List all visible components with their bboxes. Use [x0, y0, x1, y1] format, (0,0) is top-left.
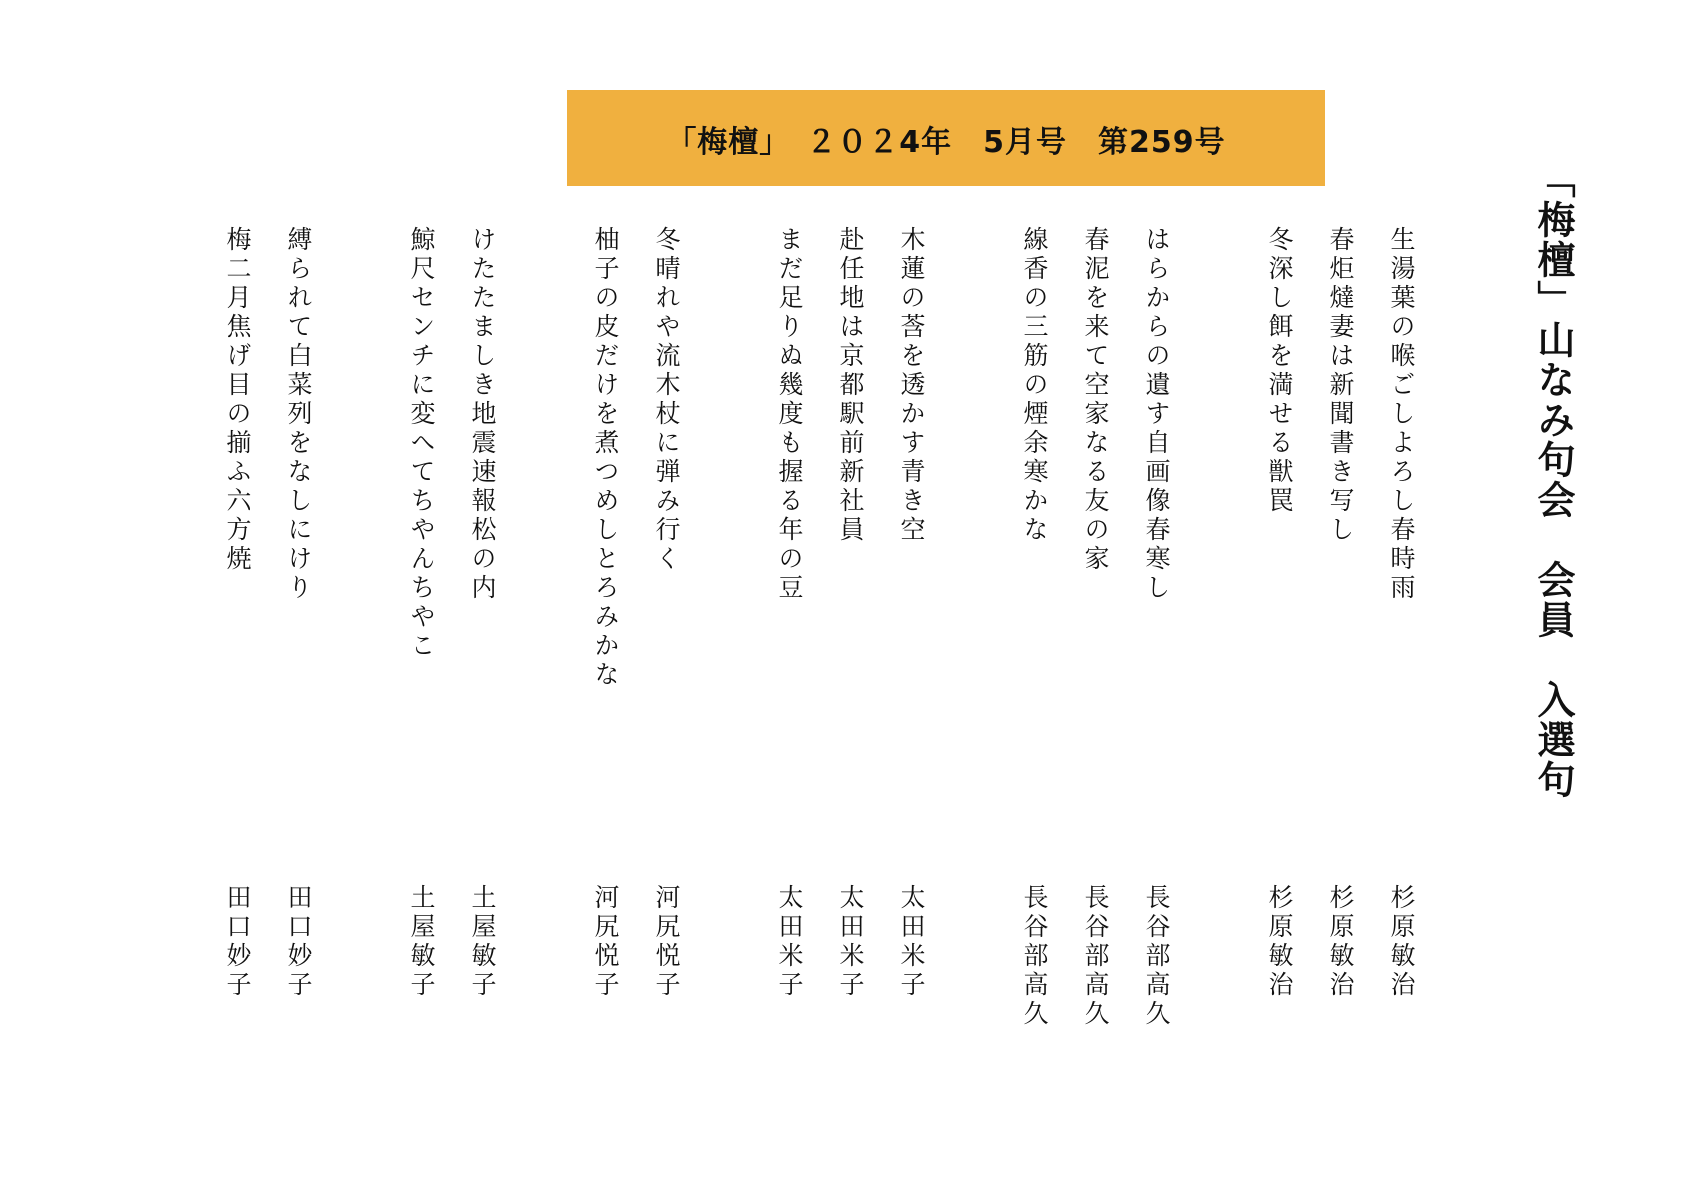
haiku-entry [459, 0, 505, 1190]
haiku-author: 長谷部高久 [1020, 884, 1049, 1029]
haiku-text: 縛られて白菜列をなしにけり [284, 226, 313, 603]
haiku-entry [1133, 0, 1179, 1190]
haiku-text: 春炬燵妻は新聞書き写し [1326, 226, 1355, 545]
haiku-entry [1317, 0, 1363, 1190]
haiku-entry [888, 0, 934, 1190]
haiku-author: 長谷部高久 [1081, 884, 1110, 1029]
haiku-text: まだ足りぬ幾度も握る年の豆 [775, 226, 804, 603]
haiku-text: 鯨尺センチに変へてちやんちやこ [407, 226, 436, 661]
haiku-entry [1011, 0, 1057, 1190]
haiku-author: 杉原敏治 [1265, 884, 1294, 1000]
haiku-author: 杉原敏治 [1326, 884, 1355, 1000]
haiku-entry [1378, 0, 1424, 1190]
haiku-text: はらからの遺す自画像春寒し [1142, 226, 1171, 603]
haiku-entry [1256, 0, 1302, 1190]
haiku-entry [827, 0, 873, 1190]
haiku-author: 河尻悦子 [652, 884, 681, 1000]
haiku-entry [1072, 0, 1118, 1190]
haiku-text: 冬晴れや流木杖に弾み行く [652, 226, 681, 574]
haiku-text: 赴任地は京都駅前新社員 [836, 226, 865, 545]
haiku-author: 田口妙子 [284, 884, 313, 1000]
haiku-author: 長谷部高久 [1142, 884, 1171, 1029]
haiku-author: 田口妙子 [223, 884, 252, 1000]
page-title: 「梅檀」山なみ句会 会員 入選句 [1531, 160, 1575, 800]
haiku-text: 柚子の皮だけを煮つめしとろみかな [591, 226, 620, 690]
haiku-author: 河尻悦子 [591, 884, 620, 1000]
haiku-entry [766, 0, 812, 1190]
haiku-author: 土屋敏子 [407, 884, 436, 1000]
haiku-text: 春泥を来て空家なる友の家 [1081, 226, 1110, 574]
haiku-author: 土屋敏子 [468, 884, 497, 1000]
haiku-text: 梅二月焦げ目の揃ふ六方焼 [223, 226, 252, 574]
haiku-author: 太田米子 [897, 884, 926, 1000]
haiku-author: 杉原敏治 [1387, 884, 1416, 1000]
haiku-entry [643, 0, 689, 1190]
haiku-author: 太田米子 [775, 884, 804, 1000]
issue-banner-text: 「梅檀」 ２０２4年 5月号 第259号 [666, 125, 1226, 160]
haiku-entry [214, 0, 260, 1190]
haiku-author: 太田米子 [836, 884, 865, 1000]
haiku-text: 生湯葉の喉ごしよろし春時雨 [1387, 226, 1416, 603]
haiku-entry [275, 0, 321, 1190]
haiku-entry [582, 0, 628, 1190]
haiku-entry [398, 0, 444, 1190]
haiku-text: 線香の三筋の煙余寒かな [1020, 226, 1049, 545]
haiku-text: 冬深し餌を満せる獣罠 [1265, 226, 1294, 516]
haiku-text: けたたましき地震速報松の内 [468, 226, 497, 603]
haiku-text: 木蓮の莟を透かす青き空 [897, 226, 926, 545]
